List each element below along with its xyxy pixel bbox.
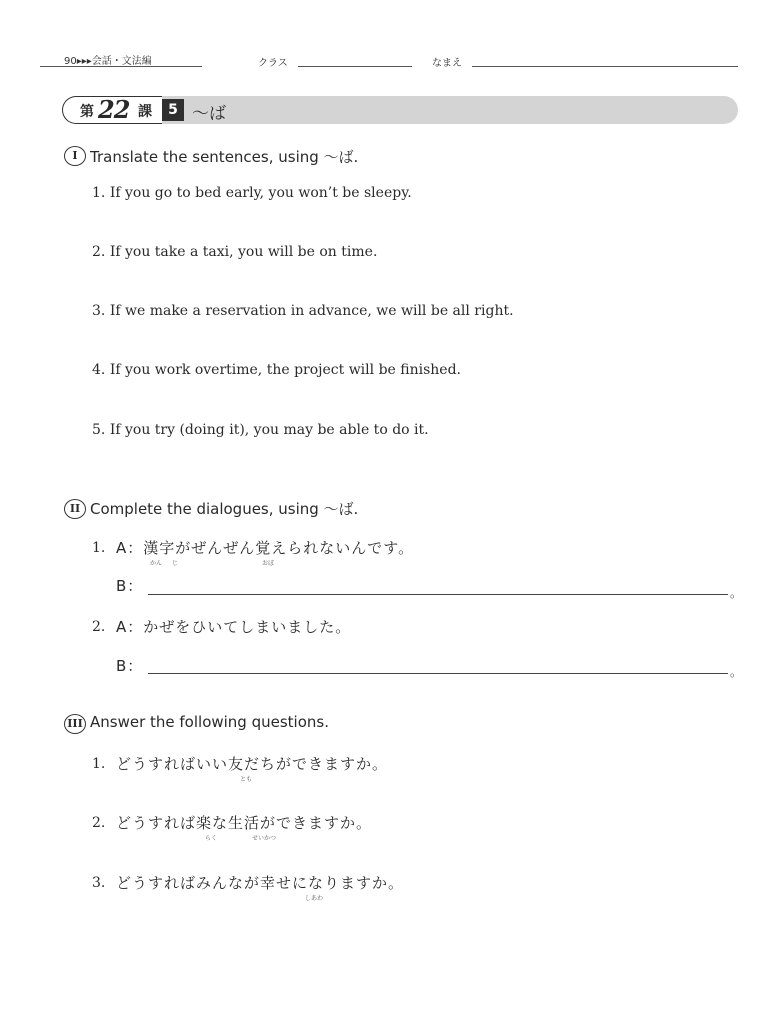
speaker-b-label: B： (116, 577, 144, 595)
s1-item-1 (92, 185, 412, 201)
s3-item-1-text: どうすればいい友だちができますか。 (116, 755, 389, 773)
furigana-raku: らく (205, 835, 218, 842)
lesson-title: ～ば (192, 104, 226, 124)
s1-item-num: 4. (92, 362, 106, 378)
s1-item-2 (92, 244, 377, 260)
end-mark: 。 (730, 665, 743, 679)
answer-line-1[interactable] (148, 594, 728, 595)
speaker-a-label: A： (116, 539, 144, 557)
class-label: クラス (258, 58, 288, 69)
dialogue-a-text: かぜをひいてしまいました。 (143, 618, 352, 636)
page-label: 90▸▸▸会話・文法編 (64, 56, 152, 67)
furigana-kan: かん (150, 560, 163, 567)
s2-dialogue-2-num: 2. (92, 619, 106, 635)
s3-item-2-num: 2. (92, 815, 106, 831)
dialogue-a-text: 漢字がぜんぜん覚えられないんです。 (143, 539, 415, 557)
speaker-b-label: B： (116, 657, 144, 675)
s1-item-3 (92, 303, 514, 319)
s1-item-num: 5. (92, 422, 106, 438)
page-label-rule (40, 66, 202, 67)
s1-item-5 (92, 422, 429, 438)
section-1-badge: I (64, 146, 86, 166)
s1-item-num: 3. (92, 303, 106, 319)
s1-item-num: 1. (92, 185, 106, 201)
section-2-title: Complete the dialogues, using ～ば. (90, 500, 359, 518)
section-2-badge: II (64, 499, 86, 519)
s1-item-text: If you work overtime, the project will be finished. (109, 362, 461, 378)
furigana-shiawa: しあわ (305, 895, 324, 902)
s1-item-text: If we make a reservation in advance, we will be all right. (109, 303, 514, 319)
furigana-ji: じ (172, 560, 179, 567)
section-3-title: Answer the following questions. (90, 713, 329, 731)
s1-item-text: If you try (doing it), you may be able to do it. (109, 422, 429, 438)
s1-item-4 (92, 362, 461, 378)
lesson-kanji-right: 課 (138, 104, 152, 120)
class-field-line[interactable] (298, 66, 412, 67)
furigana-tomo: とも (240, 776, 253, 783)
s1-item-text: If you go to bed early, you won’t be sleepy. (109, 185, 412, 201)
furigana-seikatsu: せいかつ (252, 835, 277, 842)
answer-line-2[interactable] (148, 673, 728, 674)
section-3-badge: III (64, 714, 86, 734)
end-mark: 。 (730, 586, 743, 600)
s3-item-3-num: 3. (92, 875, 106, 891)
s3-item-2-text: どうすれば楽な生活ができますか。 (116, 814, 373, 832)
lesson-number: 22 (98, 95, 130, 124)
s1-item-text: If you take a taxi, you will be on time. (109, 244, 378, 260)
speaker-a-label: A： (116, 618, 144, 636)
s2-dialogue-1-a (116, 537, 414, 558)
section-number-box: 5 (162, 99, 184, 121)
s3-item-1-num: 1. (92, 756, 106, 772)
s3-item-3-text: どうすればみんなが幸せになりますか。 (116, 874, 405, 892)
name-field-line[interactable] (472, 66, 738, 67)
name-label: なまえ (432, 58, 462, 69)
furigana-obo: おぼ (262, 560, 275, 567)
s2-dialogue-2-a (116, 616, 351, 637)
section-1-title: Translate the sentences, using ～ば. (90, 148, 359, 166)
s1-item-num: 2. (92, 244, 106, 260)
lesson-kanji-left: 第 (80, 104, 94, 120)
s2-dialogue-1-num: 1. (92, 540, 106, 556)
